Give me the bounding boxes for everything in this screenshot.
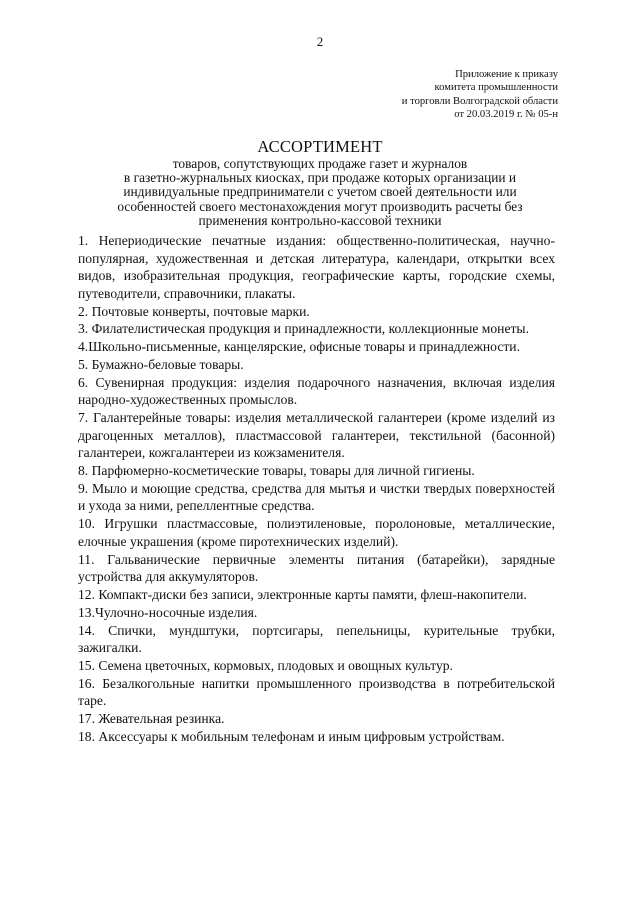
list-item: 4.Школьно-письменные, канцелярские, офисные товары и принадлежности. [78, 339, 520, 355]
list-item: 7. Галантерейные товары: изделия металлической галантереи (кроме изделий из драгоценных металлов), пластмассовой галантереи, текстильной (басонной) галантереи, кожгалантереи из кожзаменителя. [78, 410, 555, 461]
list-item: 10. Игрушки пластмассовые, полиэтиленовые, поролоновые, металлические, елочные украшения (кроме пиротехнических изделий). [78, 516, 555, 549]
list-item: 16. Безалкогольные напитки промышленного производства в потребительской таре. [78, 675, 555, 709]
subtitle-line: индивидуальные предприниматели с учетом своей деятельности или [123, 184, 517, 200]
subtitle-line: в газетно-журнальных киосках, при продаже которых организации и [123, 170, 517, 186]
document-title: АССОРТИМЕНТ [257, 137, 383, 156]
appendix-line: и торговли Волгоградской области [401, 95, 558, 107]
list-item: 14. Спички, мундштуки, портсигары, пепельницы, курительные трубки, зажигалки. [78, 622, 555, 656]
subtitle-line: товаров, сопутствующих продаже газет и журналов [172, 156, 468, 171]
appendix-line: от 20.03.2019 г. № 05-н [454, 109, 558, 121]
page-number: 2 [316, 34, 324, 49]
subtitle-line: применения контрольно-кассовой техники [198, 212, 442, 228]
list-item: 2. Почтовые конверты, почтовые марки. [78, 303, 310, 319]
list-item: 12. Компакт-диски без записи, электронные карты памяти, флеш-накопители. [78, 586, 527, 602]
list-item: 15. Семена цветочных, кормовых, плодовых и овощных культур. [78, 657, 453, 673]
list-item: 6. Сувенирная продукция: изделия подарочного назначения, включая изделия народно-художественных промыслов. [78, 374, 555, 408]
list-item: 9. Мыло и моющие средства, средства для мытья и чистки твердых поверхностей и ухода за ними, репеллентные средства. [78, 480, 555, 514]
appendix-line: Приложение к приказу [455, 69, 558, 80]
list-item: 13.Чулочно-носочные изделия. [78, 604, 258, 620]
appendix-note [402, 68, 558, 122]
list-item: 1. Непериодические печатные издания: общественно-политическая, научно-популярная, художественная и детская литература, календари, открытки всех видов, изобразительная продукция, географические карты, городские схемы, путеводители, справочники, плакаты. [78, 233, 555, 301]
appendix-line: комитета промышленности [434, 82, 558, 94]
subtitle-line: особенностей своего местонахождения могут производить расчеты без [117, 198, 523, 214]
list-item: 3. Филателистическая продукция и принадлежности, коллекционные монеты. [78, 321, 529, 337]
list-item: 11. Гальванические первичные элементы питания (батарейки), зарядные устройства для аккумуляторов. [78, 551, 555, 585]
title-block [70, 137, 570, 228]
list-item: 17. Жевательная резинка. [78, 711, 225, 727]
list-item: 18. Аксессуары к мобильным телефонам и иным цифровым устройствам. [78, 728, 505, 744]
document-subtitle [70, 157, 570, 228]
list-item: 5. Бумажно-беловые товары. [78, 356, 244, 372]
assortment-list [78, 232, 555, 746]
list-item: 8. Парфюмерно-косметические товары, товары для личной гигиены. [78, 463, 475, 479]
